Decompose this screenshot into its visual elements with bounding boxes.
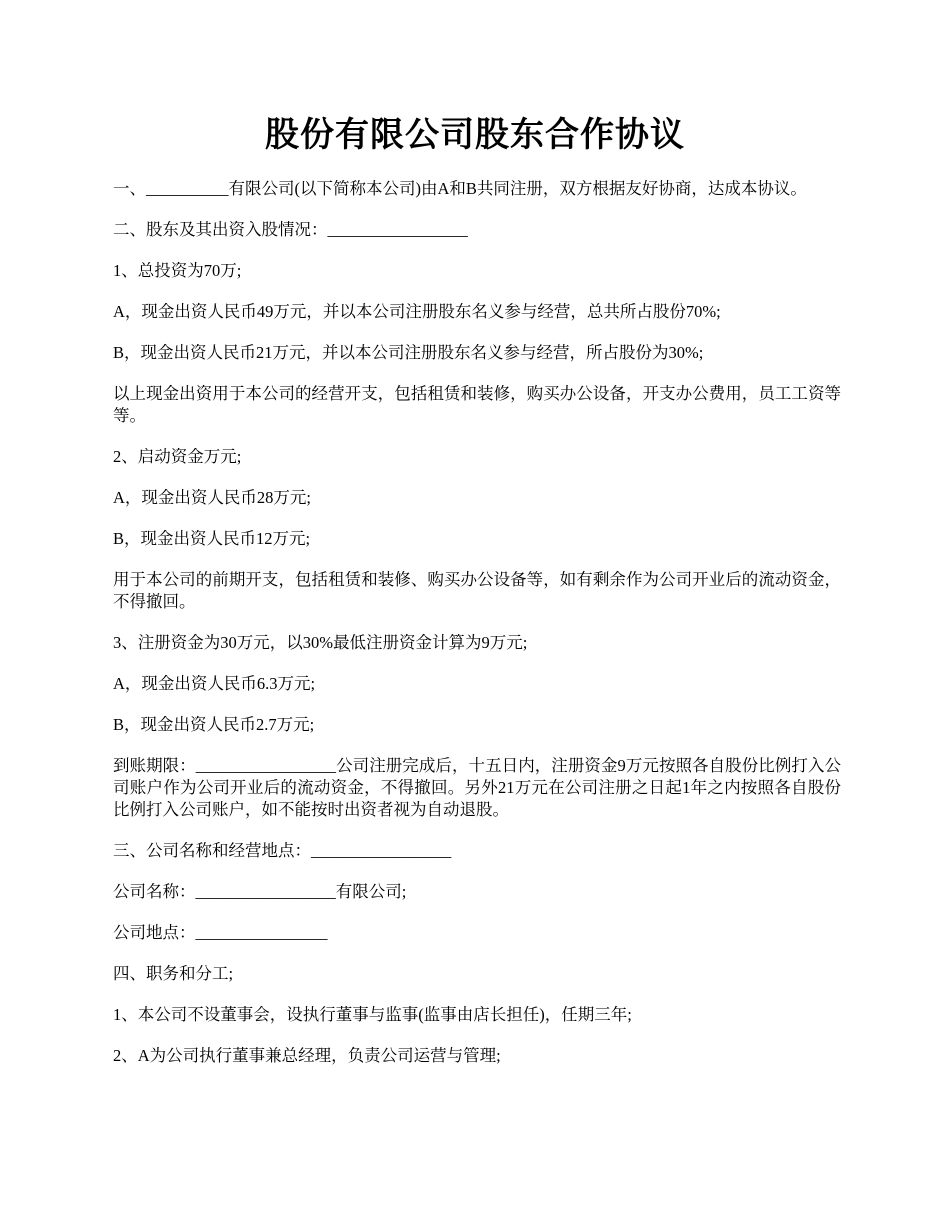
paragraph-a-investment: A，现金出资人民币49万元，并以本公司注册股东名义参与经营，总共所占股份70%; <box>113 302 721 321</box>
paragraph-section-4-heading: 四、职务和分工; <box>113 964 234 983</box>
paragraph-a-startup: A，现金出资人民币28万元; <box>113 488 311 507</box>
document-body <box>113 178 841 1086</box>
paragraph-section-3-heading: 三、公司名称和经营地点：_________________ <box>113 841 452 860</box>
paragraph-company-intro: 一、__________有限公司(以下简称本公司)由A和B共同注册，双方根据友好协商，达成本协议。 <box>113 179 807 198</box>
paragraph-b-investment: B，现金出资人民币21万元，并以本公司注册股东名义参与经营，所占股份为30%; <box>113 343 704 362</box>
paragraph-company-name: 公司名称：_________________有限公司; <box>113 882 407 901</box>
paragraph-payment-deadline: 到账期限：_________________公司注册完成后，十五日内，注册资金9万元按照各自股份比例打入公司账户作为公司开业后的流动资金，不得撤回。另外21万元在公司注册之日起1年之内按照各自股份比例打入公司账户，如不能按时出资者视为自动退股。 <box>113 756 841 819</box>
paragraph-registered-capital: 3、注册资金为30万元，以30%最低注册资金计算为9万元; <box>113 633 528 652</box>
paragraph-section-2-heading: 二、股东及其出资入股情况：_________________ <box>113 220 468 239</box>
paragraph-total-investment: 1、总投资为70万; <box>113 261 242 280</box>
paragraph-a-registered: A，现金出资人民币6.3万元; <box>113 674 316 693</box>
paragraph-startup-funds: 2、启动资金万元; <box>113 447 242 466</box>
paragraph-investment-usage: 以上现金出资用于本公司的经营开支，包括租赁和装修，购买办公设备，开支办公费用，员工工资等等。 <box>113 384 841 425</box>
paragraph-company-location: 公司地点：________________ <box>113 923 328 942</box>
paragraph-a-role: 2、A为公司执行董事兼总经理，负责公司运营与管理; <box>113 1046 501 1065</box>
paragraph-b-startup: B，现金出资人民币12万元; <box>113 529 311 548</box>
document-title: 股份有限公司股东合作协议 <box>265 117 685 154</box>
paragraph-b-registered: B，现金出资人民币2.7万元; <box>113 715 315 734</box>
paragraph-no-board: 1、本公司不设董事会，设执行董事与监事(监事由店长担任)，任期三年; <box>113 1005 632 1024</box>
paragraph-startup-usage: 用于本公司的前期开支，包括租赁和装修、购买办公设备等，如有剩余作为公司开业后的流动资金，不得撤回。 <box>113 570 841 611</box>
